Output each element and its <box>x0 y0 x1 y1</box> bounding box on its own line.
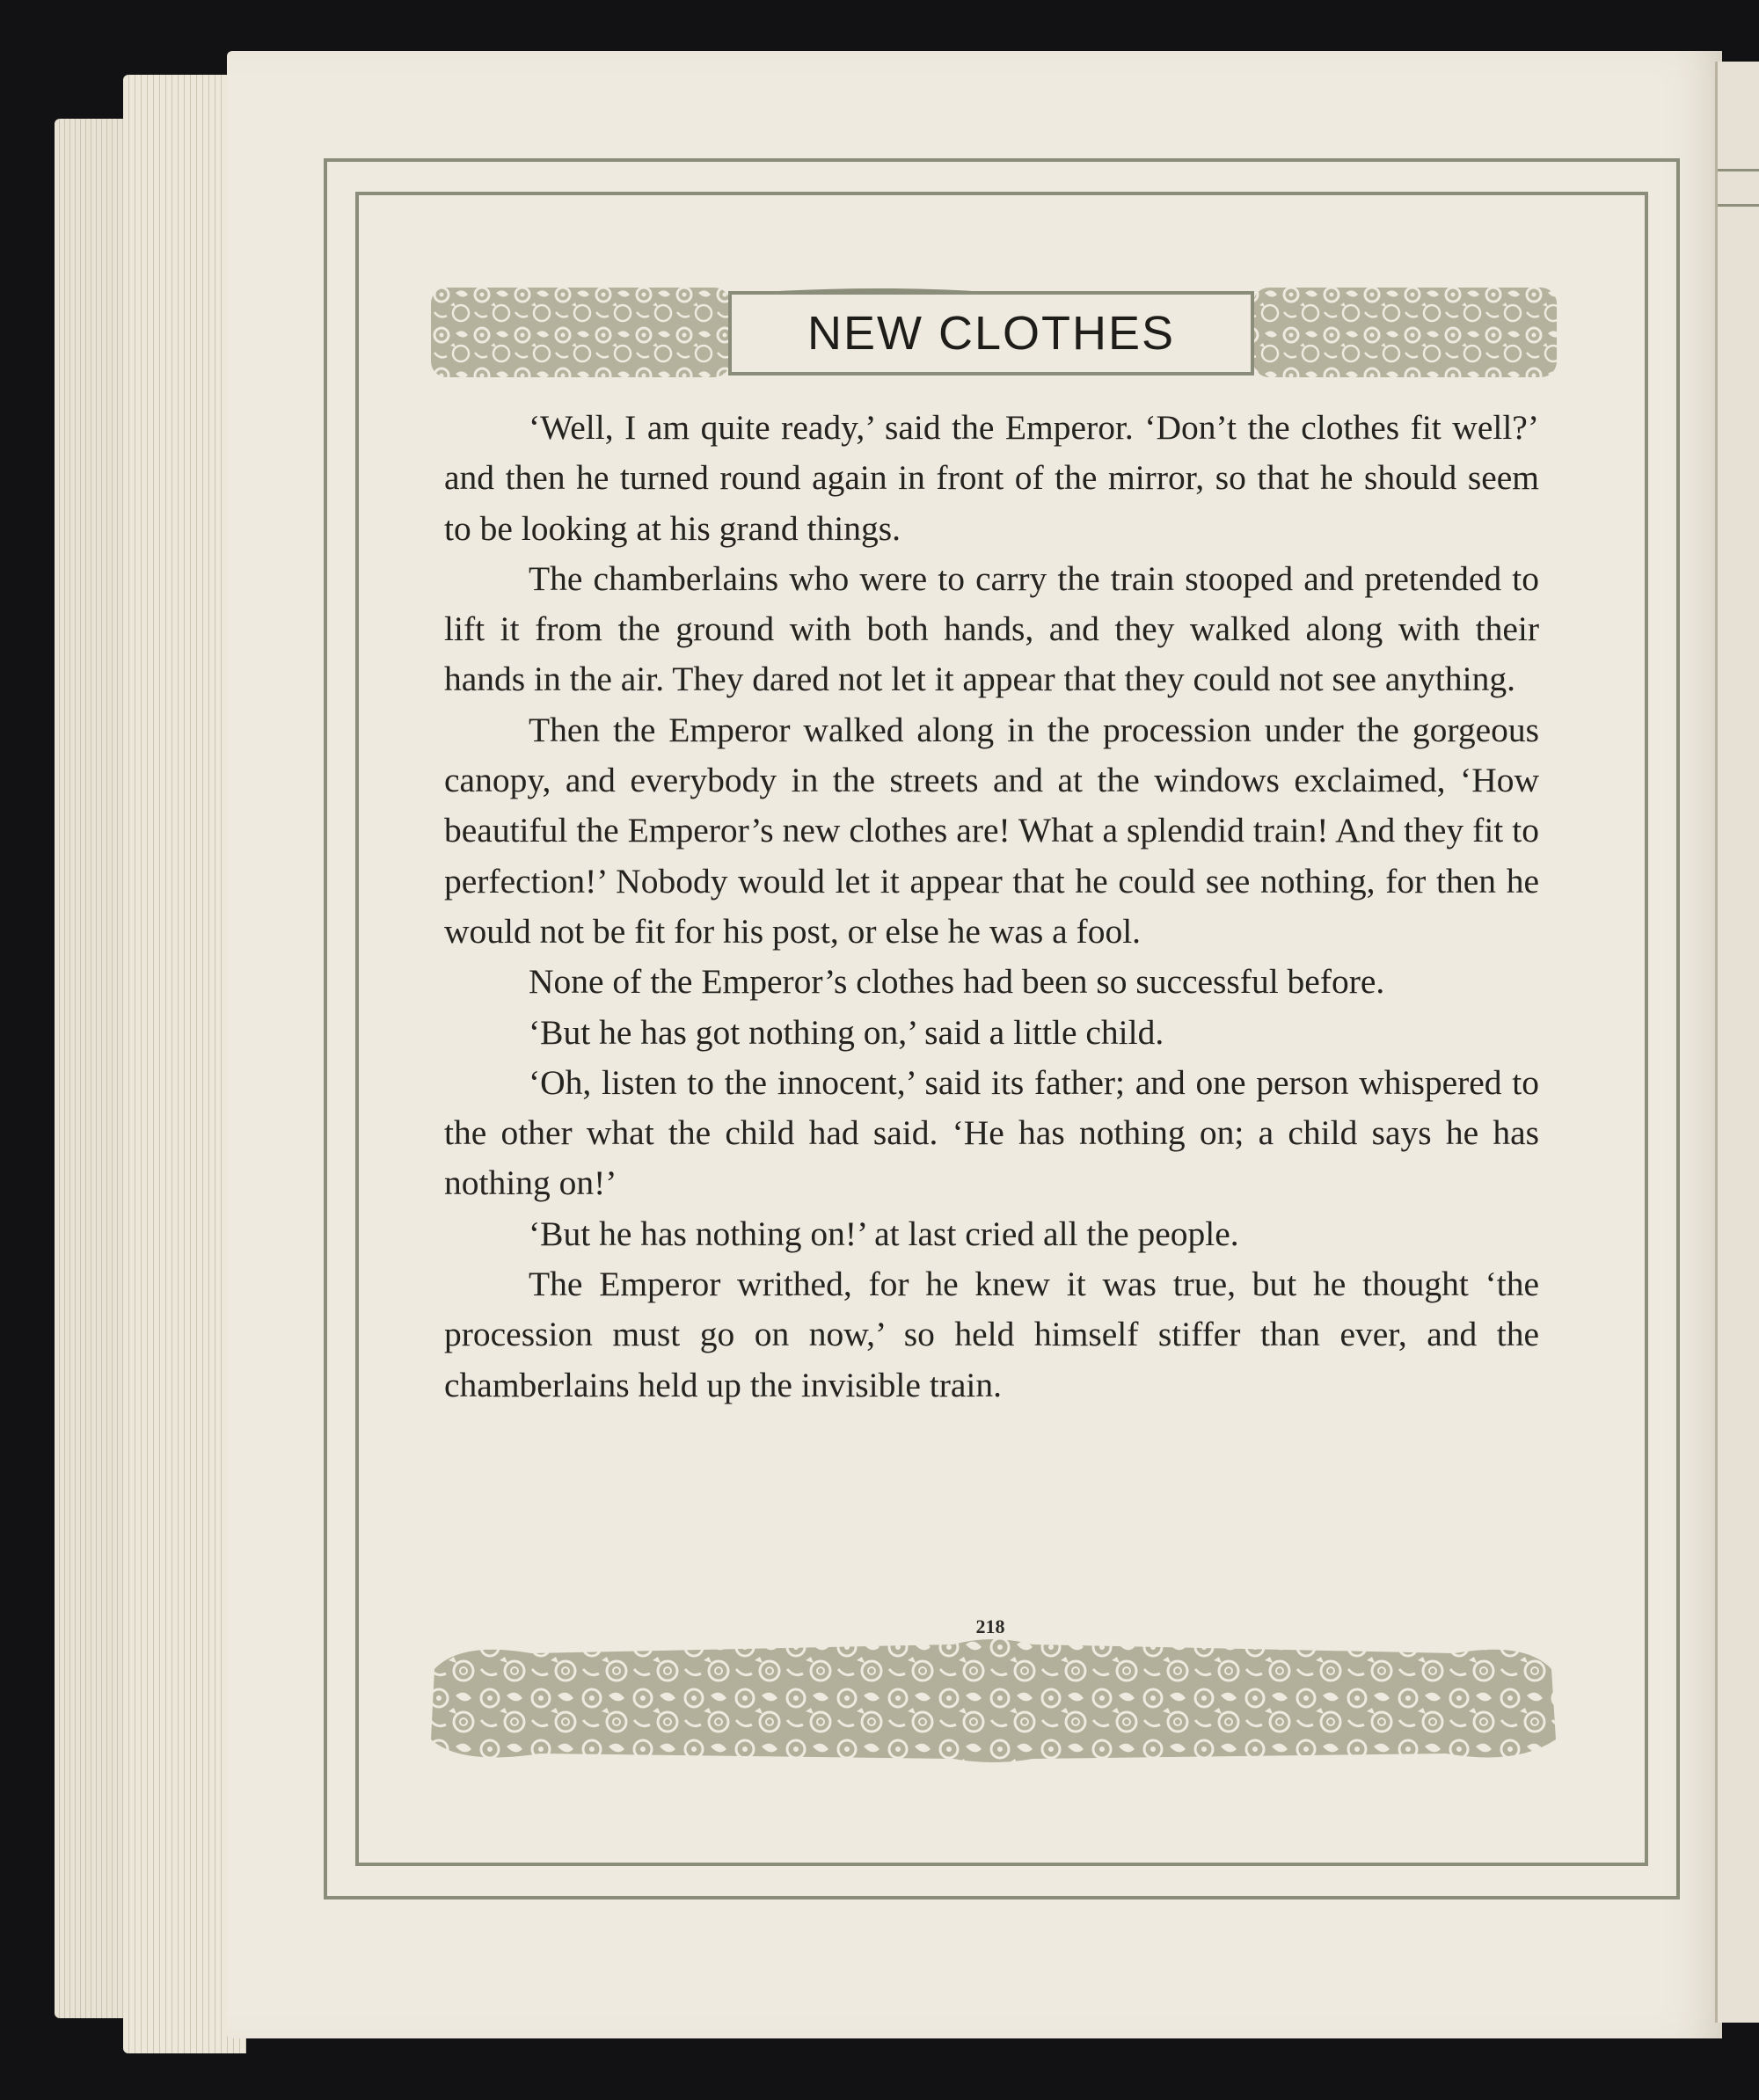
paragraph: Then the Emperor walked along in the procession under the gorgeous canopy, and everybody in the streets and at the windows exclaimed, ‘How beautiful the Emperor’s new clothes are! What a splendid train! And they fit to perfection!’ Nobody would let it appear that he could see nothing, for then he would not be fit for his post, or else he was a fool. <box>444 710 1539 951</box>
ornamental-headpiece <box>431 284 1557 381</box>
page-number: 218 <box>975 1615 1005 1637</box>
body-text <box>444 403 1539 1411</box>
paragraph: The Emperor writhed, for he knew it was true, but he thought ‘the procession must go on now,’ so held himself stiffer than ever, and the chamberlains held up the invisible train. <box>444 1265 1539 1404</box>
paragraph: ‘Well, I am quite ready,’ said the Emperor. ‘Don’t the clothes fit well?’ and then he turned round again in front of the mirror, so that he should seem to be looking at his grand things. <box>444 408 1539 548</box>
paragraph: The chamberlains who were to carry the train stooped and pretended to lift it from the ground with both hands, and they walked along with their hands in the air. They dared not let it appear that they could not see anything. <box>444 558 1539 699</box>
ornamental-tailpiece <box>426 1634 1560 1766</box>
tailpiece-ornament-icon <box>426 1634 1560 1766</box>
heading-box <box>728 291 1254 376</box>
paragraph: ‘But he has nothing on!’ at last cried all the people. <box>529 1214 1239 1253</box>
facing-page-edge <box>1715 62 1759 2023</box>
paragraph: ‘But he has got nothing on,’ said a little child. <box>529 1012 1164 1052</box>
paragraph: ‘Oh, listen to the innocent,’ said its father; and one person whispered to the other what the child had said. ‘He has nothing on; a child says he has nothing on!’ <box>444 1062 1539 1203</box>
page-heading: NEW CLOTHES <box>807 307 1176 360</box>
paragraph: None of the Emperor’s clothes had been so successful before. <box>529 962 1385 1002</box>
